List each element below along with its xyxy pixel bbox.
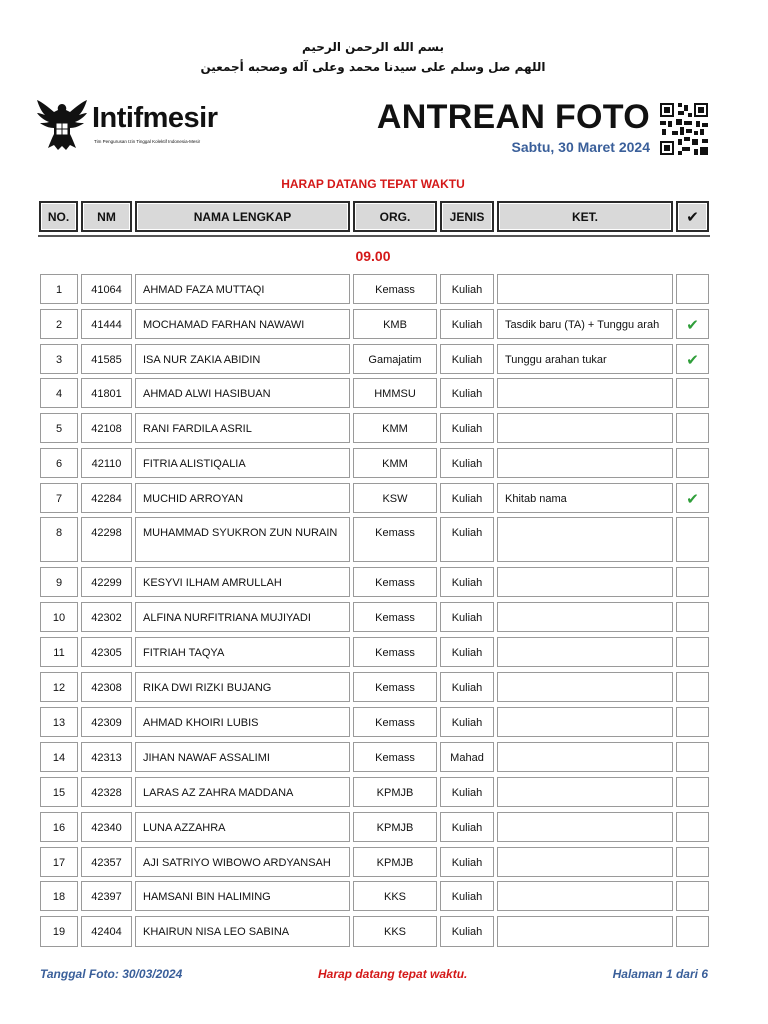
cell-nm: 42298 bbox=[81, 517, 132, 562]
cell-nm: 42313 bbox=[81, 742, 132, 772]
cell-ket: Khitab nama bbox=[497, 483, 673, 513]
row-check-icon bbox=[676, 567, 709, 597]
cell-nm: 42305 bbox=[81, 637, 132, 667]
row-check-icon bbox=[676, 916, 709, 947]
cell-nm: 41585 bbox=[81, 344, 132, 374]
cell-org: KMB bbox=[353, 309, 437, 339]
organization-logo bbox=[36, 98, 236, 158]
cell-ket bbox=[497, 274, 673, 304]
footer-reminder: Harap datang tepat waktu. bbox=[318, 967, 468, 981]
cell-ket bbox=[497, 448, 673, 478]
cell-nama: ALFINA NURFITRIANA MUJIYADI bbox=[135, 602, 350, 632]
row-check-icon bbox=[676, 274, 709, 304]
row-check-icon bbox=[676, 847, 709, 877]
row-check-icon bbox=[676, 707, 709, 737]
cell-no: 1 bbox=[40, 274, 78, 304]
row-check-icon bbox=[676, 413, 709, 443]
cell-ket bbox=[497, 378, 673, 408]
logo-wordmark: Intifmesir bbox=[92, 102, 218, 134]
cell-jenis: Kuliah bbox=[440, 881, 494, 911]
cell-nama: JIHAN NAWAF ASSALIMI bbox=[135, 742, 350, 772]
cell-org: Kemass bbox=[353, 602, 437, 632]
cell-nm: 41064 bbox=[81, 274, 132, 304]
cell-nm: 42328 bbox=[81, 777, 132, 807]
cell-nama: RIKA DWI RIZKI BUJANG bbox=[135, 672, 350, 702]
cell-org: KMM bbox=[353, 413, 437, 443]
cell-nama: KESYVI ILHAM AMRULLAH bbox=[135, 567, 350, 597]
cell-ket bbox=[497, 777, 673, 807]
row-check-icon bbox=[676, 517, 709, 562]
cell-jenis: Kuliah bbox=[440, 777, 494, 807]
cell-ket bbox=[497, 602, 673, 632]
session-time: 09.00 bbox=[355, 248, 391, 264]
cell-jenis: Kuliah bbox=[440, 483, 494, 513]
cell-org: HMMSU bbox=[353, 378, 437, 408]
cell-ket bbox=[497, 881, 673, 911]
row-check-icon bbox=[676, 448, 709, 478]
row-check-icon bbox=[676, 742, 709, 772]
cell-nama: AHMAD KHOIRI LUBIS bbox=[135, 707, 350, 737]
cell-org: KPMJB bbox=[353, 847, 437, 877]
cell-nama: RANI FARDILA ASRIL bbox=[135, 413, 350, 443]
cell-org: Kemass bbox=[353, 707, 437, 737]
row-check-icon bbox=[676, 881, 709, 911]
cell-nama: FITRIA ALISTIQALIA bbox=[135, 448, 350, 478]
cell-nm: 42299 bbox=[81, 567, 132, 597]
cell-nm: 42110 bbox=[81, 448, 132, 478]
row-check-icon: ✔ bbox=[676, 344, 709, 374]
cell-jenis: Kuliah bbox=[440, 602, 494, 632]
logo-subtitle: Tim Pengurusan Izin Tinggal Kolektif Indonesia-Mesir bbox=[94, 139, 201, 144]
cell-nm: 42108 bbox=[81, 413, 132, 443]
cell-jenis: Kuliah bbox=[440, 847, 494, 877]
cell-ket bbox=[497, 567, 673, 597]
cell-no: 2 bbox=[40, 309, 78, 339]
cell-no: 4 bbox=[40, 378, 78, 408]
cell-no: 12 bbox=[40, 672, 78, 702]
cell-nama: ISA NUR ZAKIA ABIDIN bbox=[135, 344, 350, 374]
cell-nama: AJI SATRIYO WIBOWO ARDYANSAH bbox=[135, 847, 350, 877]
cell-org: Gamajatim bbox=[353, 344, 437, 374]
cell-org: KKS bbox=[353, 916, 437, 947]
cell-jenis: Kuliah bbox=[440, 344, 494, 374]
cell-ket bbox=[497, 637, 673, 667]
cell-org: Kemass bbox=[353, 567, 437, 597]
cell-jenis: Kuliah bbox=[440, 309, 494, 339]
cell-nama: MUCHID ARROYAN bbox=[135, 483, 350, 513]
cell-no: 9 bbox=[40, 567, 78, 597]
cell-no: 14 bbox=[40, 742, 78, 772]
cell-nm: 41801 bbox=[81, 378, 132, 408]
row-check-icon: ✔ bbox=[676, 483, 709, 513]
cell-jenis: Kuliah bbox=[440, 637, 494, 667]
cell-jenis: Kuliah bbox=[440, 517, 494, 562]
cell-org: KMM bbox=[353, 448, 437, 478]
qr-code-icon bbox=[660, 103, 708, 155]
row-check-icon bbox=[676, 378, 709, 408]
page-title: ANTREAN FOTO bbox=[376, 98, 650, 136]
row-check-icon: ✔ bbox=[676, 309, 709, 339]
cell-org: Kemass bbox=[353, 672, 437, 702]
cell-nm: 41444 bbox=[81, 309, 132, 339]
cell-nama: KHAIRUN NISA LEO SABINA bbox=[135, 916, 350, 947]
row-check-icon bbox=[676, 812, 709, 842]
cell-no: 18 bbox=[40, 881, 78, 911]
cell-ket bbox=[497, 916, 673, 947]
arrival-notice: HARAP DATANG TEPAT WAKTU bbox=[281, 177, 465, 191]
cell-no: 8 bbox=[40, 517, 78, 562]
cell-nama: FITRIAH TAQYA bbox=[135, 637, 350, 667]
col-header-ket: KET. bbox=[497, 201, 673, 232]
col-header-nm: NM bbox=[81, 201, 132, 232]
cell-nm: 42309 bbox=[81, 707, 132, 737]
col-header-no: NO. bbox=[39, 201, 78, 232]
cell-ket bbox=[497, 672, 673, 702]
cell-nama: MOCHAMAD FARHAN NAWAWI bbox=[135, 309, 350, 339]
cell-no: 3 bbox=[40, 344, 78, 374]
row-check-icon bbox=[676, 602, 709, 632]
cell-ket bbox=[497, 847, 673, 877]
cell-org: KKS bbox=[353, 881, 437, 911]
basmala-text: بسم الله الرحمن الرحيم bbox=[301, 40, 445, 54]
cell-nm: 42308 bbox=[81, 672, 132, 702]
cell-no: 5 bbox=[40, 413, 78, 443]
cell-no: 11 bbox=[40, 637, 78, 667]
cell-jenis: Kuliah bbox=[440, 916, 494, 947]
cell-ket bbox=[497, 812, 673, 842]
cell-jenis: Kuliah bbox=[440, 448, 494, 478]
cell-jenis: Kuliah bbox=[440, 567, 494, 597]
cell-jenis: Kuliah bbox=[440, 812, 494, 842]
cell-ket: Tasdik baru (TA) + Tunggu arah bbox=[497, 309, 673, 339]
cell-ket: Tunggu arahan tukar bbox=[497, 344, 673, 374]
cell-ket bbox=[497, 742, 673, 772]
cell-no: 13 bbox=[40, 707, 78, 737]
col-header-org: ORG. bbox=[353, 201, 437, 232]
cell-no: 17 bbox=[40, 847, 78, 877]
cell-ket bbox=[497, 517, 673, 562]
cell-no: 15 bbox=[40, 777, 78, 807]
cell-ket bbox=[497, 413, 673, 443]
cell-nama: HAMSANI BIN HALIMING bbox=[135, 881, 350, 911]
cell-nama: MUHAMMAD SYUKRON ZUN NURAIN bbox=[135, 517, 350, 562]
row-check-icon bbox=[676, 777, 709, 807]
cell-nama: AHMAD FAZA MUTTAQI bbox=[135, 274, 350, 304]
cell-nm: 42404 bbox=[81, 916, 132, 947]
page-date: Sabtu, 30 Maret 2024 bbox=[511, 139, 650, 155]
cell-org: Kemass bbox=[353, 637, 437, 667]
cell-no: 16 bbox=[40, 812, 78, 842]
col-header-nama: NAMA LENGKAP bbox=[135, 201, 350, 232]
cell-no: 10 bbox=[40, 602, 78, 632]
cell-jenis: Kuliah bbox=[440, 378, 494, 408]
col-header-jenis: JENIS bbox=[440, 201, 494, 232]
cell-org: KSW bbox=[353, 483, 437, 513]
cell-jenis: Kuliah bbox=[440, 274, 494, 304]
cell-nm: 42340 bbox=[81, 812, 132, 842]
footer-photo-date: Tanggal Foto: 30/03/2024 bbox=[40, 967, 183, 981]
col-header-check-icon: ✔ bbox=[676, 201, 709, 232]
row-check-icon bbox=[676, 672, 709, 702]
cell-nama: AHMAD ALWI HASIBUAN bbox=[135, 378, 350, 408]
cell-nm: 42357 bbox=[81, 847, 132, 877]
cell-jenis: Mahad bbox=[440, 742, 494, 772]
footer-page-number: Halaman 1 dari 6 bbox=[612, 967, 708, 981]
cell-no: 6 bbox=[40, 448, 78, 478]
cell-no: 7 bbox=[40, 483, 78, 513]
cell-nm: 42284 bbox=[81, 483, 132, 513]
cell-org: KPMJB bbox=[353, 777, 437, 807]
cell-org: KPMJB bbox=[353, 812, 437, 842]
cell-nm: 42397 bbox=[81, 881, 132, 911]
cell-no: 19 bbox=[40, 916, 78, 947]
cell-ket bbox=[497, 707, 673, 737]
garuda-emblem-icon bbox=[36, 98, 88, 154]
cell-jenis: Kuliah bbox=[440, 672, 494, 702]
cell-jenis: Kuliah bbox=[440, 707, 494, 737]
cell-org: Kemass bbox=[353, 517, 437, 562]
cell-nama: LARAS AZ ZAHRA MADDANA bbox=[135, 777, 350, 807]
salawat-text: اللهم صل وسلم على سيدنا محمد وعلى آله وصحبه أجمعين bbox=[200, 60, 546, 74]
cell-jenis: Kuliah bbox=[440, 413, 494, 443]
header-divider bbox=[38, 235, 710, 237]
cell-nm: 42302 bbox=[81, 602, 132, 632]
cell-org: Kemass bbox=[353, 274, 437, 304]
cell-org: Kemass bbox=[353, 742, 437, 772]
cell-nama: LUNA AZZAHRA bbox=[135, 812, 350, 842]
row-check-icon bbox=[676, 637, 709, 667]
